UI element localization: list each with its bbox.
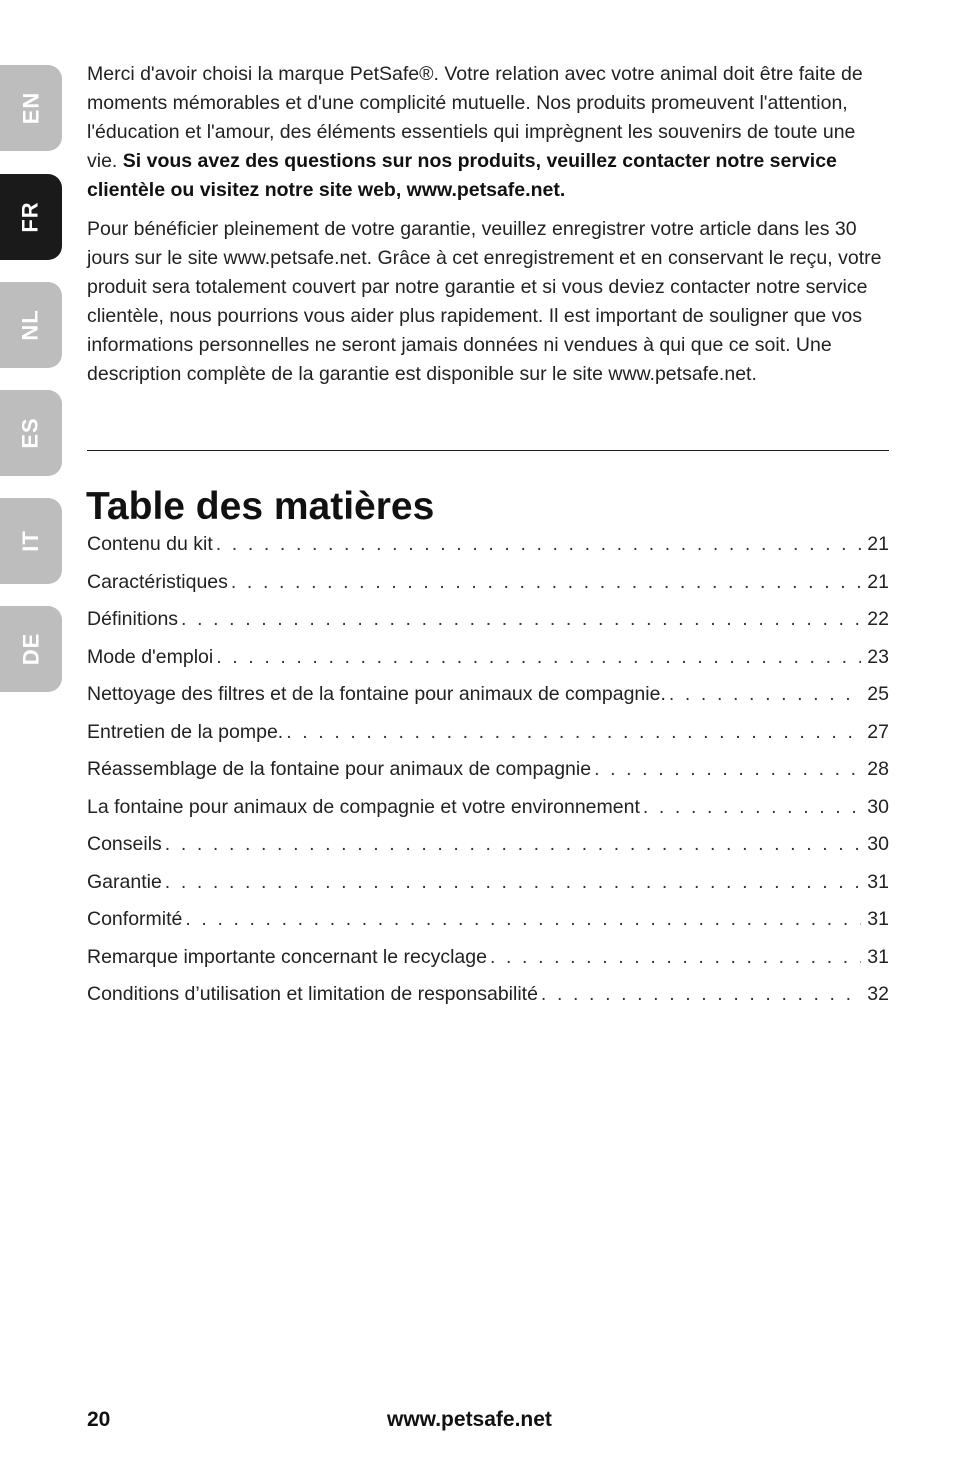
toc-entry-label: Conditions d’utilisation et limitation de responsabilité [87,983,538,1005]
toc-leader-dots [669,683,861,706]
toc-entry[interactable] [87,721,889,759]
toc-leader-dots [231,571,861,594]
lang-tab-es[interactable] [0,390,62,476]
intro-section [87,60,889,389]
toc-entry-label: Remarque importante concernant le recyclage [87,945,487,968]
toc-leader-dots [185,908,861,931]
toc-leader-dots [216,533,861,556]
toc-leader-dots [643,796,861,819]
lang-tab-label: NL [17,309,43,341]
toc-entry[interactable] [87,908,889,946]
footer-url: www.petsafe.net [387,1408,552,1431]
lang-tab-it[interactable] [0,498,62,584]
toc-entry-label: Définitions [87,608,179,630]
lang-tab-nl[interactable] [0,282,62,368]
toc-entry-page: 31 [867,908,889,930]
toc-entry[interactable] [87,833,889,871]
toc-entry-page: 23 [867,645,889,668]
toc-entry-page: 31 [867,945,889,968]
table-of-contents [87,533,889,1021]
toc-entry[interactable] [87,646,889,684]
toc-entry-label: Réassemblage de la fontaine pour animaux de compagnie [87,758,592,780]
toc-leader-dots [286,721,861,744]
toc-entry-label: Caractéristiques [87,570,228,593]
lang-tab-label: IT [18,530,43,552]
toc-leader-dots [181,608,861,631]
toc-entry-label: Conseils [87,833,162,855]
toc-entry-page: 25 [867,683,889,705]
toc-entry-page: 27 [867,720,889,743]
lang-tab-label: DE [18,632,43,666]
toc-entry-label: Entretien de la pompe. [87,720,284,743]
toc-leader-dots [490,946,861,969]
toc-entry[interactable] [87,758,889,796]
toc-entry[interactable] [87,683,889,721]
toc-entry-page: 32 [867,983,889,1005]
toc-leader-dots [594,758,861,781]
intro-paragraph [87,60,889,205]
lang-tab-label: ES [17,417,43,449]
toc-entry[interactable] [87,796,889,834]
toc-entry-page: 30 [867,833,889,855]
lang-tab-de[interactable] [0,606,62,692]
toc-entry[interactable] [87,571,889,609]
toc-entry-label: Nettoyage des filtres et de la fontaine pour animaux de compagnie. [87,683,666,705]
toc-leader-dots [541,983,861,1006]
intro-contact-text: Si vous avez des questions sur nos produits, veuillez contacter notre service clientèle ou visitez notre site web, www.petsafe.net. [87,150,837,201]
warranty-paragraph: Pour bénéficier pleinement de votre garantie, veuillez enregistrer votre article dans les 30 jours sur le site www.petsafe.net. Grâce à cet enregistrement et en conservant le reçu, votre produit sera totalement couvert par notre garantie et si vous deviez contacter notre service clientèle, nous pourrions vous aider plus rapidement. Il est important de souligner que vos informations personnelles ne seront jamais données ni vendues à qui que ce soit. Une description complète de la garantie est disponible sur le site www.petsafe.net. [87,218,882,385]
intro-text: Merci d'avoir choisi la marque PetSafe®. Votre relation avec votre animal doit être faite de moments mémorables et d'une complicité mutuelle. Nos produits promeuvent l'attention, l'éducation et l'amour, des éléments essentiels qui imprègnent les souvenirs de toute une vie. [87,63,863,172]
toc-title: Table des matières [86,485,435,528]
toc-leader-dots [165,871,861,894]
lang-tab-label: FR [17,201,43,233]
toc-entry-page: 31 [867,870,889,893]
toc-entry-label: Garantie [87,870,162,893]
toc-entry-label: La fontaine pour animaux de compagnie et votre environnement [87,795,640,818]
toc-entry[interactable] [87,946,889,984]
lang-tab-fr[interactable] [0,174,62,260]
toc-entry[interactable] [87,608,889,646]
section-divider [87,450,889,451]
toc-entry-label: Mode d'emploi [87,645,214,668]
toc-leader-dots [216,646,861,669]
toc-leader-dots [165,833,861,856]
toc-entry-page: 28 [867,758,889,780]
toc-entry[interactable] [87,871,889,909]
toc-entry[interactable] [87,533,889,571]
toc-entry-label: Conformité [87,908,183,930]
toc-entry-page: 22 [867,608,889,630]
toc-entry-page: 21 [867,533,889,555]
lang-tab-label: EN [18,91,43,125]
page-number: 20 [87,1408,111,1431]
toc-entry-label: Contenu du kit [87,533,213,555]
lang-tab-en[interactable] [0,65,62,151]
toc-entry-page: 30 [867,795,889,818]
toc-entry-page: 21 [867,570,889,593]
toc-entry[interactable] [87,983,889,1021]
